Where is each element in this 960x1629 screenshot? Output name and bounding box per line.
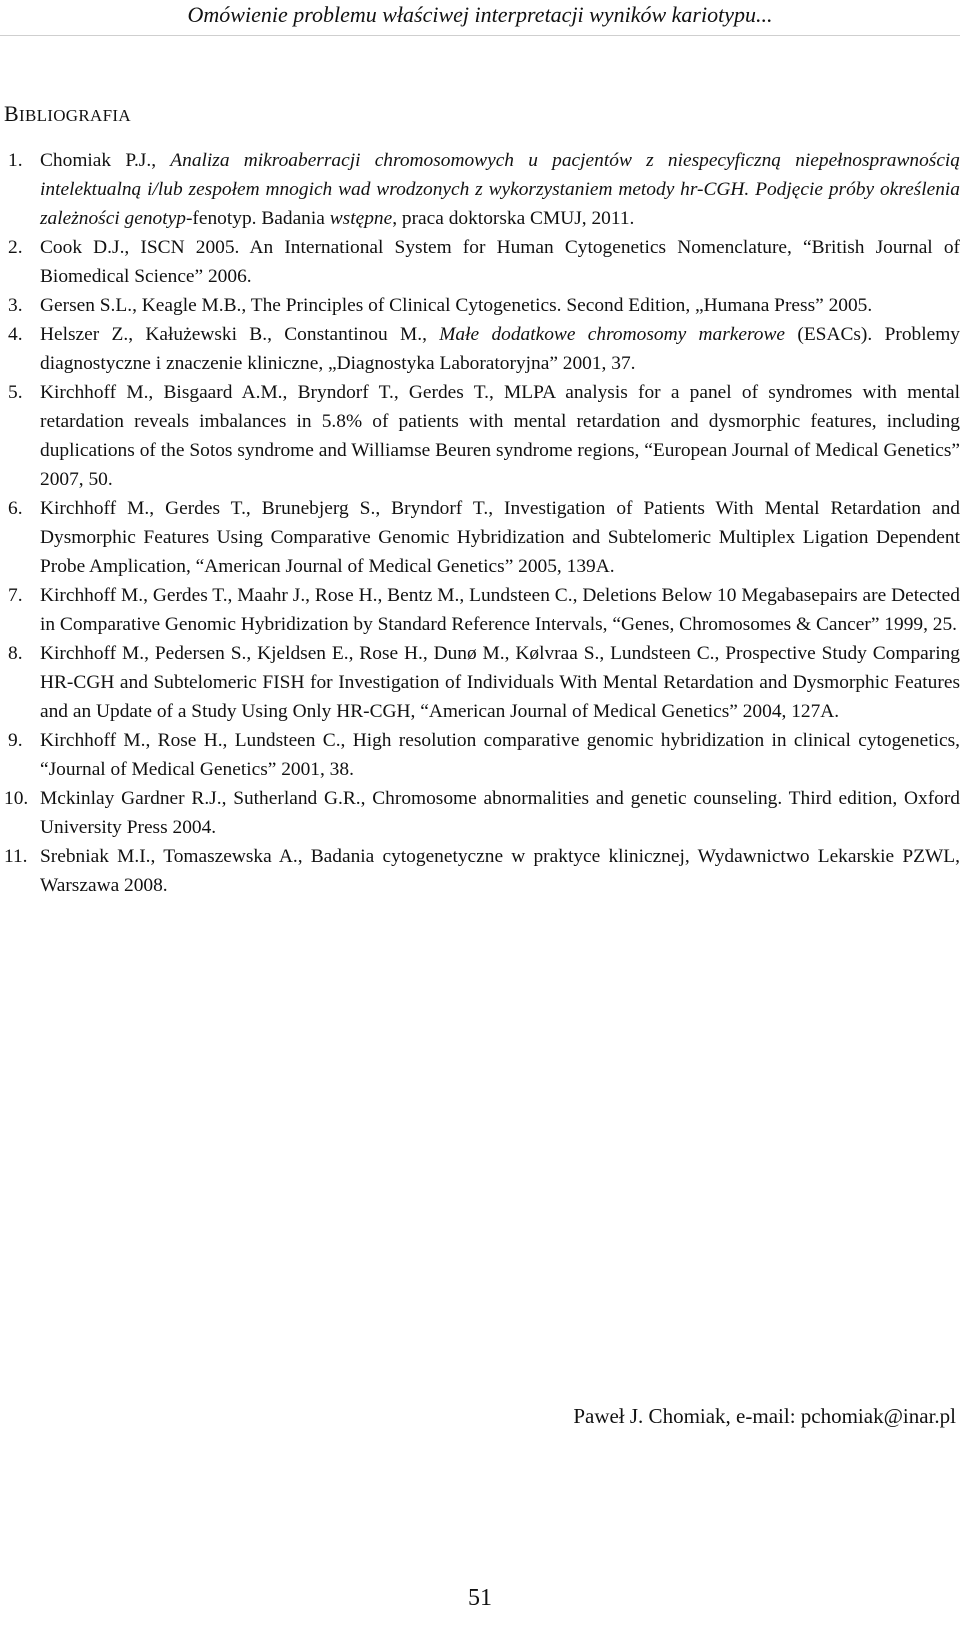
reference-text: Chomiak P.J.,: [40, 150, 171, 171]
reference-number: 2.: [8, 237, 23, 258]
reference-text: , praca doktorska CMUJ, 2011.: [392, 208, 635, 229]
reference-text: Helszer Z., Kałużewski B., Constantinou M.,: [40, 324, 440, 345]
reference-number: 10.: [4, 788, 29, 809]
reference-italic-text: Analiza mikroaberracji chromosomowych u pacjentów z niespecyficzną niepełnosprawnością intelektualną i/lub zespołem mnogich wad wrodzonych z wykorzystaniem metody hr-CGH. Podjęcie próby określenia zależności genotyp-: [40, 150, 960, 229]
reference-text: Cook D.J., ISCN 2005. An International System for Human Cytogenetics Nomenclature, “British Journal of Biomedical Science” 2006.: [40, 237, 960, 287]
reference-item: [4, 378, 960, 494]
section-title-rest: IBLIOGRAFIA: [18, 106, 131, 125]
reference-number: 1.: [8, 150, 23, 171]
reference-item: [4, 842, 960, 900]
reference-text: Kirchhoff M., Gerdes T., Maahr J., Rose H., Bentz M., Lundsteen C., Deletions Below 10 Megabasepairs are Detected in Comparative Genomic Hybridization by Standard Reference Intervals, “Genes, Chromosomes & Cancer” 1999, 25.: [40, 585, 960, 635]
page-number: 51: [468, 1585, 492, 1611]
reference-item: [4, 233, 960, 291]
reference-text: Kirchhoff M., Bisgaard A.M., Bryndorf T., Gerdes T., MLPA analysis for a panel of syndromes with mental retardation reveals imbalances in 5.8% of patients with mental retardation and dysmorphic features, including duplications of the Sotos syndrome and Williamse Beuren syndrome regions, “European Journal of Medical Genetics” 2007, 50.: [40, 382, 960, 490]
reference-item: [4, 726, 960, 784]
running-header: Omówienie problemu właściwej interpretacji wyników kariotypu...: [187, 2, 773, 27]
reference-number: 8.: [8, 643, 23, 664]
header-divider: [0, 35, 960, 36]
reference-text: Kirchhoff M., Gerdes T., Brunebjerg S., Bryndorf T., Investigation of Patients With Mental Retardation and Dysmorphic Features Using Comparative Genomic Hybridization and Subtelomeric Multiplex Ligation Dependent Probe Amplication, “American Journal of Medical Genetics” 2005, 139A.: [40, 498, 960, 577]
reference-number: 7.: [8, 585, 23, 606]
reference-number: 4.: [8, 324, 23, 345]
reference-item: [4, 784, 960, 842]
reference-number: 9.: [8, 730, 23, 751]
reference-number: 3.: [8, 295, 23, 316]
reference-item: [4, 494, 960, 581]
reference-number: 11.: [4, 846, 28, 867]
reference-italic-text: Małe dodatkowe chromosomy markerowe: [439, 324, 786, 345]
reference-text: Kirchhoff M., Pedersen S., Kjeldsen E., Rose H., Dunø M., Kølvraa S., Lundsteen C., Prospective Study Comparing HR-CGH and Subtelomeric FISH for Investigation of Individuals With Mental Retardation and Dysmorphic Features and an Update of a Study Using Only HR-CGH, “American Journal of Medical Genetics” 2004, 127A.: [40, 643, 960, 722]
reference-number: 5.: [8, 382, 23, 403]
reference-text: Srebniak M.I., Tomaszewska A., Badania cytogenetyczne w praktyce klinicznej, Wydawnictwo Lekarskie PZWL, Warszawa 2008.: [40, 846, 960, 896]
reference-text: fenotyp. Badania: [192, 208, 330, 229]
reference-item: [4, 291, 960, 320]
reference-text: Kirchhoff M., Rose H., Lundsteen C., High resolution comparative genomic hybridization in clinical cytogenetics, “Journal of Medical Genetics” 2001, 38.: [40, 730, 960, 780]
reference-italic-text: wstępne: [329, 208, 393, 229]
reference-list: [4, 146, 960, 900]
reference-number: 6.: [8, 498, 23, 519]
reference-item: [4, 639, 960, 726]
reference-text: Mckinlay Gardner R.J., Sutherland G.R., Chromosome abnormalities and genetic counseling. Third edition, Oxford University Press 2004.: [40, 788, 960, 838]
section-title: [4, 101, 131, 127]
reference-item: [4, 581, 960, 639]
reference-text: (ESACs). Problemy diagnostyczne i znaczenie kliniczne, „Diagnostyka Laboratoryjna” 2001, 37.: [40, 324, 960, 374]
author-signature: Paweł J. Chomiak, e-mail: pchomiak@inar.pl: [573, 1404, 956, 1428]
reference-item: [4, 320, 960, 378]
reference-text: Gersen S.L., Keagle M.B., The Principles of Clinical Cytogenetics. Second Edition, „Humana Press” 2005.: [40, 295, 873, 316]
section-title-initial: B: [4, 101, 19, 126]
reference-item: [4, 146, 960, 233]
